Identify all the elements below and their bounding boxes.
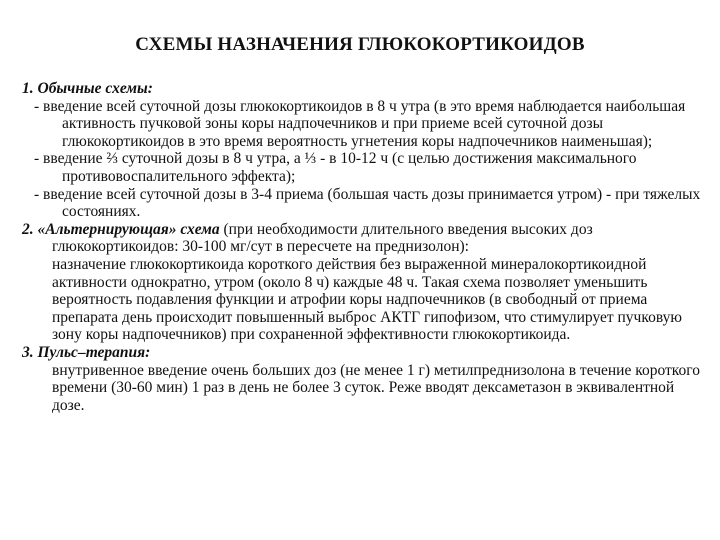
section-2-heading: 2. «Альтернирующая» схема [22,220,220,238]
section-2-heading-rest: (при необходимости длительного введения высоких доз глюкокортикоидов: 30-100 мг/сут в пересчете на преднизолон): [52,220,593,256]
section-2-body: назначение глюкокортикоида короткого действия без выраженной минералокортикоидной активности однократно, утром (около 8 ч) каждые 48 ч. Такая схема позволяет уменьшить вероятность подавления функции и атрофии коры надпочечников (в свободный от приема препарата день происходит повышенный выброс АКТГ гипофизом, что стимулирует пучковую зону коры надпочечников) при сохраненной эффективности глюкокортикоида. [52,255,682,344]
page-title: СХЕМЫ НАЗНАЧЕНИЯ ГЛЮКОКОРТИКОИДОВ [135,34,585,55]
content [22,80,702,414]
section-1-bullet-3: - введение всей суточной дозы в 3-4 приема (большая часть дозы принимается утром) - при тяжелых состояниях. [34,185,701,221]
section-2-heading-line [22,221,702,256]
section-3-body: внутривенное введение очень больших доз (не менее 1 г) метилпреднизолона в течение короткого времени (30-60 мин) 1 раз в день не более 3 суток. Реже вводят дексаметазон в эквивалентной дозе. [52,361,700,414]
section-1-bullet-1: - введение всей суточной дозы глюкокортикоидов в 8 ч утра (в это время наблюдается наибольшая активность пучковой зоны коры надпочечников и при приеме всей суточной дозы глюкокортикоидов в это время вероятность угнетения коры надпочечников наименьшая); [34,97,686,150]
section-3-heading: 3. Пульс–терапия: [22,343,151,361]
section-1-bullet-2: - введение ⅔ суточной дозы в 8 ч утра, а ⅓ - в 10-12 ч (с целью достижения максимального противовоспалительного эффекта); [34,150,637,185]
section-1-heading: 1. Обычные схемы: [22,80,153,97]
